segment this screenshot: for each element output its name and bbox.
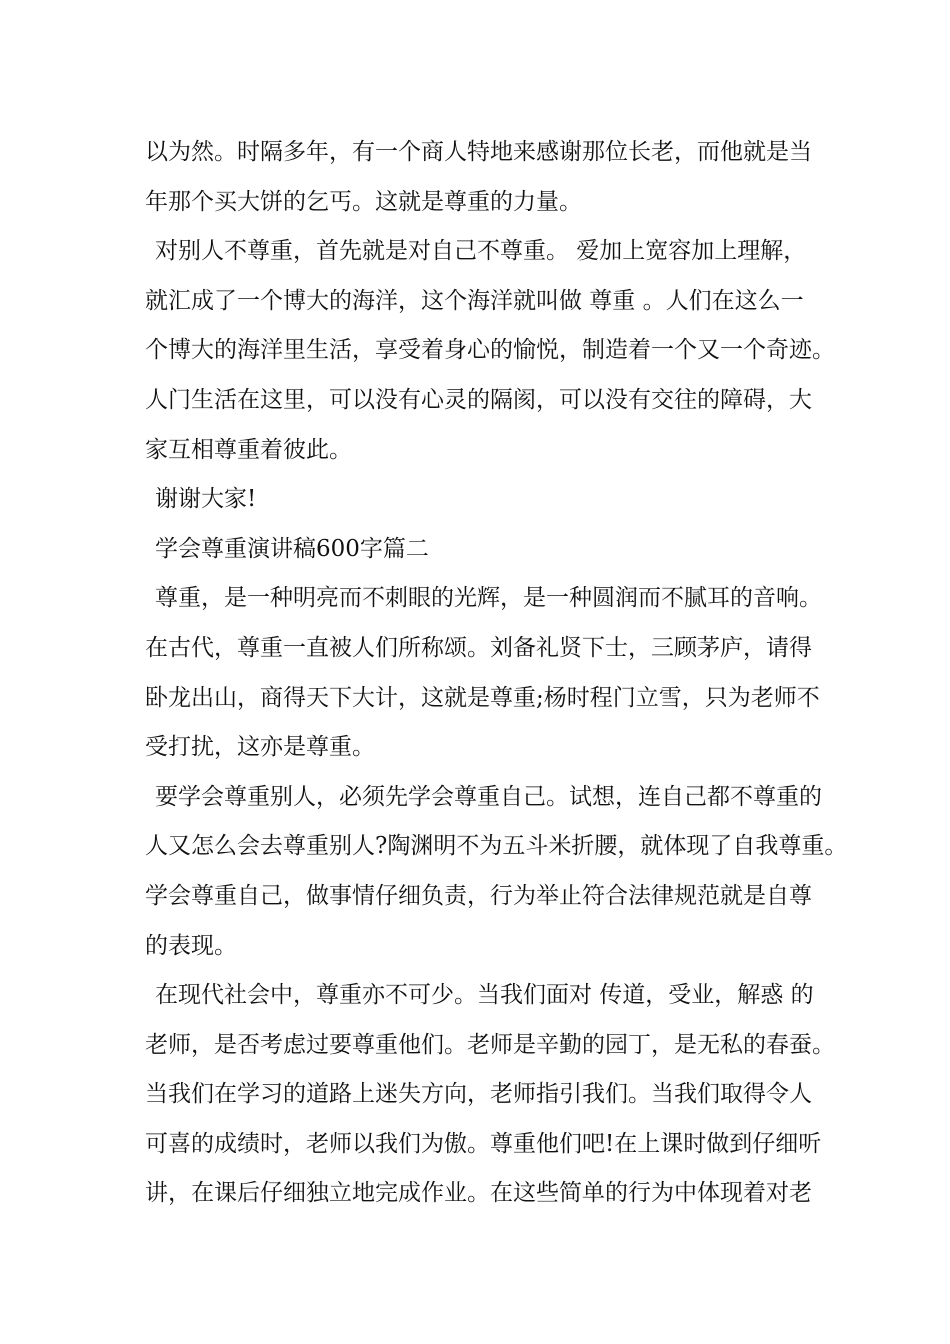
text-line: 就汇成了一个博大的海洋，这个海洋就叫做 尊重 。人们在这么一 [145,287,804,314]
section-heading [145,525,825,575]
heading-line: 学会尊重演讲稿600字篇二 [155,535,429,562]
text-line: 卧龙出山，商得天下大计，这就是尊重;杨时程门立雪，只为老师不 [145,684,820,711]
paragraph-2 [145,227,825,277]
text-line: 在现代社会中，尊重亦不可少。当我们面对 传道，受业，解惑 的 [155,982,814,1009]
paragraph-3 [145,475,825,525]
paragraph-6 [145,773,825,823]
text-line: 当我们在学习的道路上迷失方向，老师指引我们。当我们取得令人 [145,1081,812,1108]
text-line: 个博大的海洋里生活，享受着身心的愉悦，制造着一个又一个奇迹。 [145,337,835,364]
paragraph-7 [145,971,825,1021]
text-line: 对别人不尊重，首先就是对自己不尊重。 爱加上宽容加上理解， [155,238,807,265]
document-body [145,128,848,1219]
text-line: 人门生活在这里，可以没有心灵的隔阂，可以没有交往的障碍，大 [145,386,812,413]
text-line: 学会尊重自己，做事情仔细负责，行为举止符合法律规范就是自尊 [145,882,812,909]
paragraph-5-continued [145,624,825,773]
text-line: 家互相尊重着彼此。 [145,436,352,463]
text-line: 以为然。时隔多年，有一个商人特地来感谢那位长老，而他就是当 [145,139,812,165]
text-line: 可喜的成绩时，老师以我们为傲。尊重他们吧!在上课时做到仔细听 [145,1130,822,1157]
text-line: 年那个买大饼的乞丐。这就是尊重的力量。 [145,188,582,215]
paragraph-6-continued [145,822,848,971]
text-line: 要学会尊重别人，必须先学会尊重自己。试想，连自己都不尊重的 [155,783,822,810]
text-line: 尊重，是一种明亮而不刺眼的光辉，是一种圆润而不腻耳的音响。 [155,585,822,612]
paragraph-1 [145,128,825,227]
paragraph-2-continued [145,277,835,475]
text-line: 的表现。 [145,932,237,959]
paragraph-5 [145,574,825,624]
text-line: 人又怎么会去尊重别人?陶渊明不为五斗米折腰，就体现了自我尊重。 [145,833,848,860]
text-line: 受打扰，这亦是尊重。 [145,734,375,761]
text-line: 在古代，尊重一直被人们所称颂。刘备礼贤下士，三顾茅庐，请得 [145,634,812,661]
paragraph-7-continued [145,1021,835,1219]
text-line: 老师，是否考虑过要尊重他们。老师是辛勤的园丁，是无私的春蚕。 [145,1031,835,1058]
text-line: 讲，在课后仔细独立地完成作业。在这些简单的行为中体现着对老 [145,1180,812,1207]
text-line: 谢谢大家! [155,486,257,513]
